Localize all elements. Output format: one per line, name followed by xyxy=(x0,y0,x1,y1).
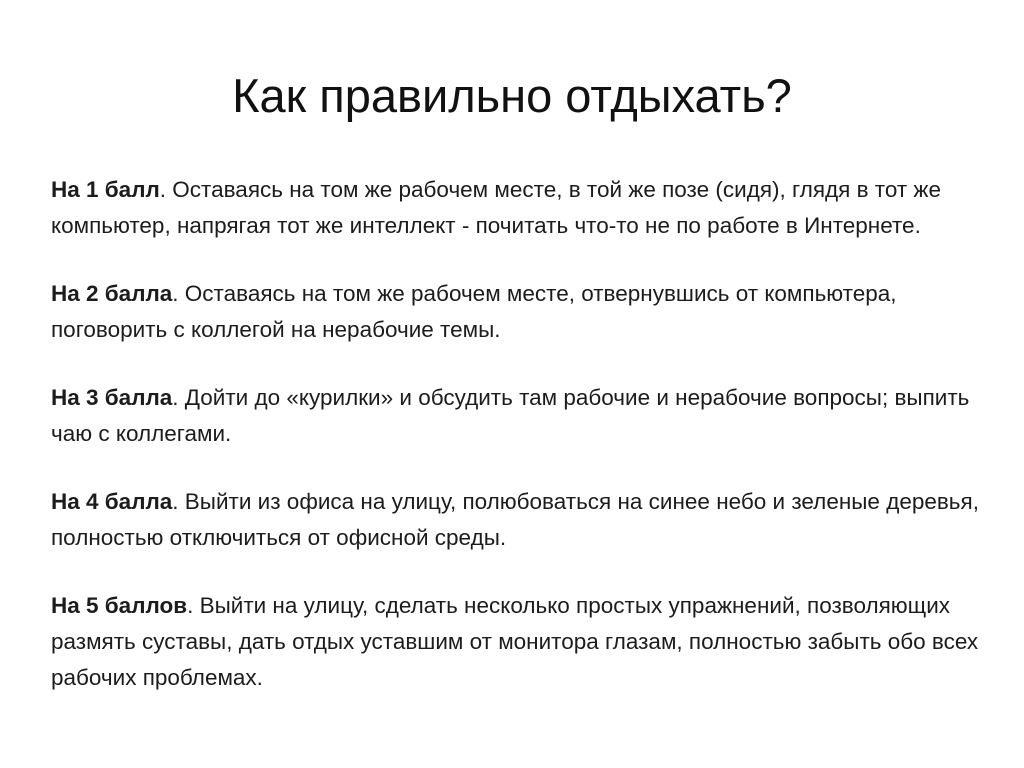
slide-title: Как правильно отдыхать? xyxy=(232,69,792,122)
rest-level-2-lead: На 2 балла xyxy=(51,281,173,306)
rest-level-3-lead: На 3 балла xyxy=(51,385,173,410)
rest-level-4-text: . Выйти из офиса на улицу, полюбоваться на синее небо и зеленые деревья, полностью отключиться от офисной среды. xyxy=(51,489,979,550)
rest-level-5 xyxy=(51,588,991,696)
rest-level-4-lead: На 4 балла xyxy=(51,489,173,514)
rest-level-5-text: . Выйти на улицу, сделать несколько простых упражнений, позволяющих размять суставы, дать отдых уставшим от монитора глазам, полностью забыть обо всех рабочих проблемах. xyxy=(51,593,979,690)
rest-level-1-lead: На 1 балл xyxy=(51,177,160,202)
rest-level-3 xyxy=(51,380,991,452)
rest-level-5-lead: На 5 баллов xyxy=(51,593,188,618)
rest-level-1-text: . Оставаясь на том же рабочем месте, в той же позе (сидя), глядя в тот же компьютер, напрягая тот же интеллект - почитать что-то не по работе в Интернете. xyxy=(51,177,941,238)
rest-level-2 xyxy=(51,276,991,348)
rest-level-3-text: . Дойти до «курилки» и обсудить там рабочие и нерабочие вопросы; выпить чаю с коллегами. xyxy=(51,385,970,446)
rest-level-1 xyxy=(51,172,991,244)
rest-level-4 xyxy=(51,484,991,556)
rest-level-2-text: . Оставаясь на том же рабочем месте, отвернувшись от компьютера, поговорить с коллегой на нерабочие темы. xyxy=(51,281,897,342)
slide-content xyxy=(51,172,991,728)
